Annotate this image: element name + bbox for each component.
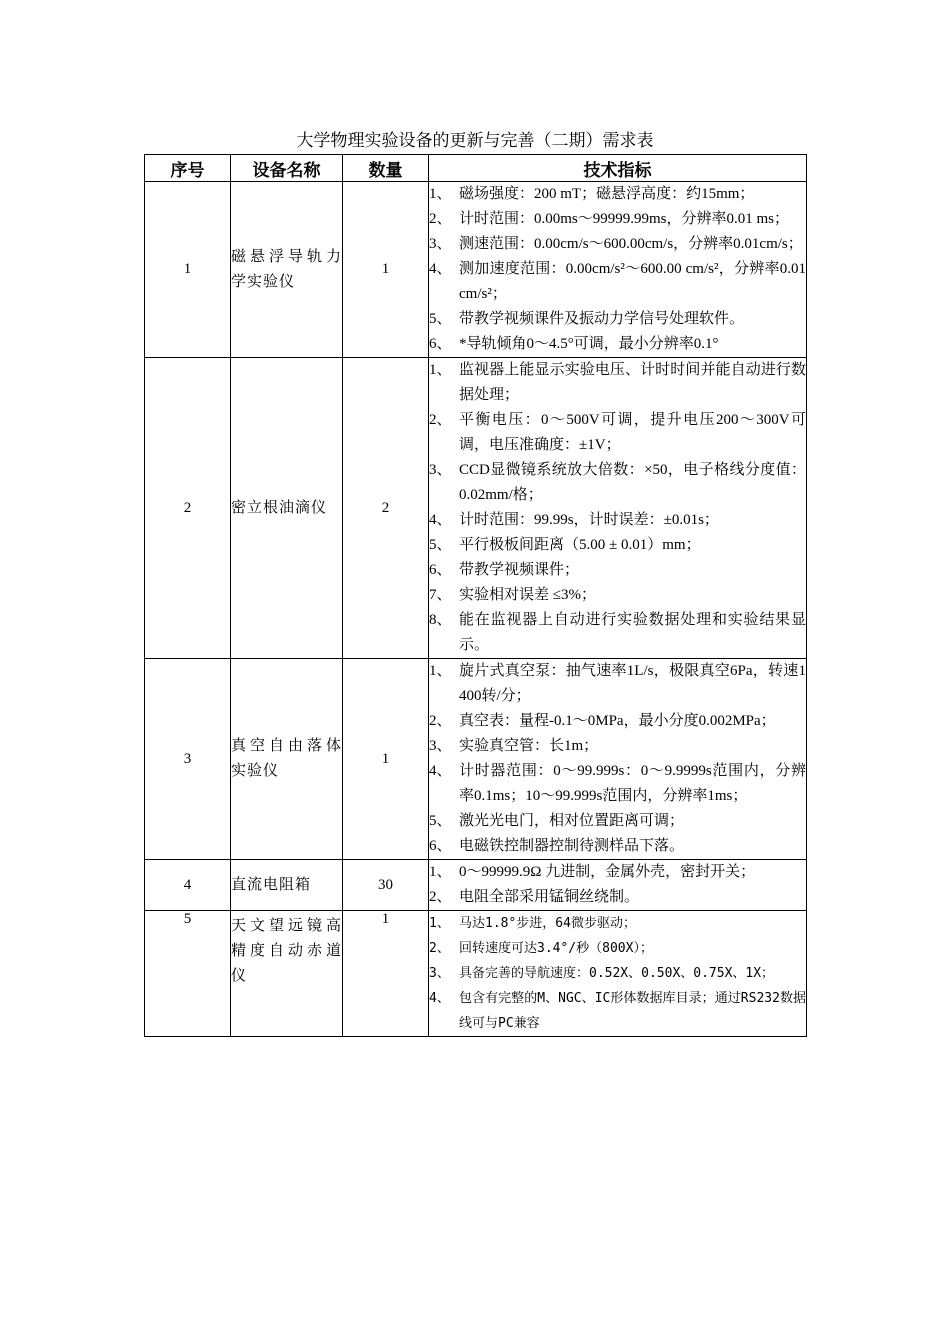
row-specs [429, 659, 807, 860]
row-qty: 2 [343, 358, 429, 659]
document-title: 大学物理实验设备的更新与完善（二期）需求表 [296, 131, 654, 150]
spec-item: 2、 计时范围：0.00ms～99999.99ms，分辨率0.01 ms； [429, 211, 790, 227]
spec-item: 3、 具备完善的导航速度：0.52X、0.50X、0.75X、1X； [429, 966, 775, 981]
table-row [145, 659, 807, 860]
spec-item: 1、 磁场强度：200 mT；磁悬浮高度：约15mm； [429, 186, 755, 202]
spec-item: 1、 马达1.8°步进，64微步驱动； [429, 916, 636, 931]
spec-item: 5、 带教学视频课件及振动力学信号处理软件。 [429, 311, 745, 327]
row-no: 4 [145, 860, 231, 911]
table-row [145, 358, 807, 659]
row-qty: 1 [343, 911, 429, 1037]
header-no: 序号 [145, 155, 231, 182]
row-qty: 30 [343, 860, 429, 911]
header-qty: 数量 [343, 155, 429, 182]
header-specs: 技术指标 [429, 155, 807, 182]
spec-item: 1、 监视器上能显示实验电压、计时时间并能自动进行数据处理； [429, 362, 806, 403]
spec-item: 2、 回转速度可达3.4°/秒（800X）； [429, 941, 653, 956]
table-row [145, 911, 807, 1037]
spec-item: 3、 实验真空管：长1m； [429, 738, 599, 754]
row-specs [429, 860, 807, 911]
row-specs [429, 911, 807, 1037]
row-no: 5 [145, 911, 231, 1037]
spec-item: 1、 旋片式真空泵：抽气速率1L/s，极限真空6Pa，转速1400转/分； [429, 663, 806, 704]
spec-item: 2、 平衡电压：0～500V可调，提升电压200～300V可调，电压准确度：±1V； [429, 412, 806, 453]
row-device-name: 真空自由落体实验仪 [231, 659, 343, 860]
row-device-name: 直流电阻箱 [231, 860, 343, 911]
row-device-name: 磁悬浮导轨力学实验仪 [231, 182, 343, 358]
spec-item: 1、 0～99999.9Ω 九进制，金属外壳，密封开关； [429, 864, 756, 880]
spec-item: 4、 计时器范围：0～99.999s：0～9.9999s范围内，分辨率0.1ms；10～99.999s范围内，分辨率1ms； [429, 763, 806, 804]
spec-item: 8、 能在监视器上自动进行实验数据处理和实验结果显示。 [429, 612, 806, 653]
spec-item: 5、 平行极板间距离（5.00 ± 0.01）mm； [429, 537, 701, 553]
spec-item: 4、 包含有完整的M、NGC、IC形体数据库目录；通过RS232数据线可与PC兼容 [429, 991, 806, 1031]
spec-item: 4、 计时范围：99.99s，计时误差：±0.01s； [429, 512, 719, 528]
row-qty: 1 [343, 182, 429, 358]
spec-item: 6、 带教学视频课件； [429, 562, 580, 578]
row-device-name: 天文望远镜高精度自动赤道仪 [231, 911, 343, 1037]
spec-item: 4、 测加速度范围：0.00cm/s²～600.00 cm/s²，分辨率0.01cm/s²； [429, 261, 806, 302]
row-no: 3 [145, 659, 231, 860]
spec-item: 6、 *导轨倾角0～4.5°可调，最小分辨率0.1° [429, 336, 719, 352]
table-header-row [145, 155, 807, 182]
row-qty: 1 [343, 659, 429, 860]
table-row [145, 182, 807, 358]
spec-item: 7、 实验相对误差 ≤3%； [429, 587, 596, 603]
spec-item: 5、 激光光电门，相对位置距离可调； [429, 813, 685, 829]
header-name: 设备名称 [231, 155, 343, 182]
row-specs [429, 358, 807, 659]
spec-item: 2、 真空表：量程-0.1～0MPa，最小分度0.002MPa； [429, 713, 776, 729]
spec-item: 2、 电阻全部采用锰铜丝绕制。 [429, 889, 640, 905]
requirements-table [144, 154, 807, 1037]
spec-item: 3、 测速范围：0.00cm/s～600.00cm/s，分辨率0.01cm/s； [429, 236, 803, 252]
row-specs [429, 182, 807, 358]
table-row [145, 860, 807, 911]
row-no: 2 [145, 358, 231, 659]
spec-item: 3、 CCD显微镜系统放大倍数：×50，电子格线分度值：0.02mm/格； [429, 462, 806, 503]
row-device-name: 密立根油滴仪 [231, 358, 343, 659]
row-no: 1 [145, 182, 231, 358]
spec-item: 6、 电磁铁控制器控制待测样品下落。 [429, 838, 685, 854]
